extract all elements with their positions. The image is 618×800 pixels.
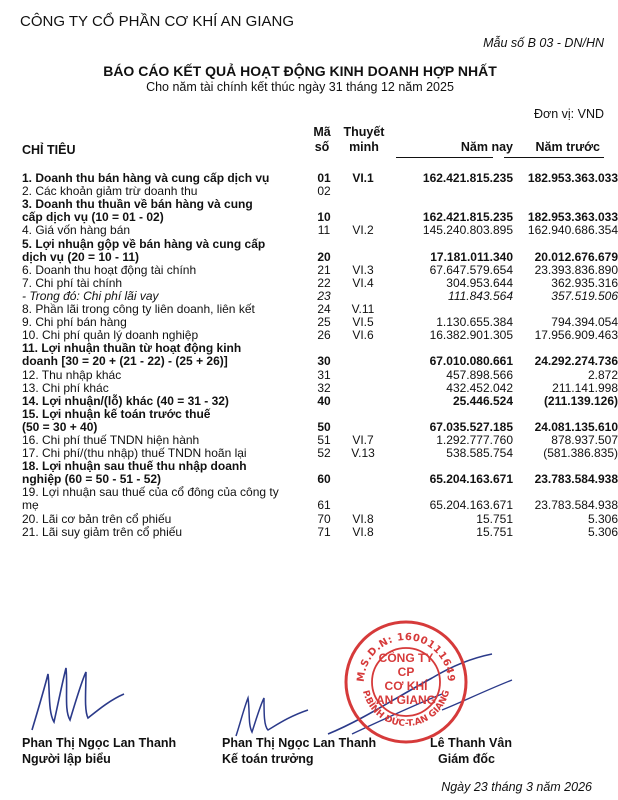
director-role: Giám đốc [438,752,495,766]
row-code: 02 [317,184,331,199]
row-label-line: 16. Chi phí thuế TNDN hiện hành [22,433,200,447]
row-label [22,185,197,198]
table-row [22,393,618,408]
row-value-current: 67.647.579.654 [429,262,513,277]
row-value-current: 17.181.011.340 [430,249,513,264]
row-label-line: dịch vụ (20 = 10 - 11) [22,249,140,264]
row-label-line: 7. Chi phí tài chính [22,275,123,290]
row-value-current: 1.130.655.384 [436,315,513,330]
row-label-line: (50 = 30 + 40) [22,419,98,434]
row-code: 50 [317,419,331,434]
row-value-current: 65.204.163.671 [429,498,513,513]
row-value-previous: 5.306 [587,524,618,539]
row-label [22,290,159,303]
row-label-line: 2. Các khoản giảm trừ doanh thu [22,184,198,199]
row-label [22,264,196,277]
row-label-line: 20. Lãi cơ bản trên cổ phiếu [22,511,172,526]
row-label-line: 12. Thu nhập khác [22,367,122,382]
row-value-previous: (581.386.835) [543,446,618,461]
row-value-previous: 182.953.363.033 [527,171,618,185]
row-label [22,526,182,539]
row-note: V.11 [351,302,375,316]
row-label-line: 14. Lợi nhuận/(lỗ) khác (40 = 31 - 32) [22,393,229,408]
row-label-line: doanh [30 = 20 + (21 - 22) - (25 + 26)] [22,354,228,369]
row-label-line: 17. Chi phí/(thu nhập) thuế TNDN hoãn lại [22,446,247,461]
row-code: 01 [317,171,331,185]
row-value-current: 432.452.042 [446,380,513,395]
row-value-previous: 211.141.998 [552,380,618,395]
row-label-line: 10. Chi phí quản lý doanh nghiệp [22,328,199,343]
table-row [22,459,618,487]
row-code: 51 [317,433,331,447]
row-value-current: 162.421.815.235 [422,171,513,185]
row-label-line: 4. Giá vốn hàng bán [22,223,131,238]
row-value-previous: 17.956.909.463 [534,328,618,343]
row-code: 60 [317,472,331,487]
row-label [22,198,253,224]
seal-line-1: CÔNG TY [378,651,434,665]
col-header-code-line2: số [314,140,330,154]
row-value-current: 145.240.803.895 [422,223,513,238]
company-name: CÔNG TY CỔ PHẦN CƠ KHÍ AN GIANG [20,13,295,30]
table-row [22,341,618,369]
row-note: VI.7 [352,433,374,447]
col-header-previous: Năm trước [535,140,600,154]
row-value-previous: 357.519.506 [551,288,618,303]
table-row [22,524,618,539]
row-label-line: nghiệp (60 = 50 - 51 - 52) [22,472,162,487]
preparer-role: Người lập biểu [22,752,111,766]
header-underline-previous [504,157,604,158]
table-row [22,197,618,225]
row-value-current: 15.751 [476,524,513,539]
table-row [22,275,618,290]
row-code: 26 [317,328,331,343]
row-note: VI.2 [352,223,374,238]
row-label [22,277,122,290]
col-header-note-line1: Thuyết [343,125,385,139]
row-label [22,460,247,486]
row-label [22,513,171,526]
table-row [22,262,618,277]
row-value-previous: 182.953.363.033 [527,210,618,225]
accountant-name: Phan Thị Ngọc Lan Thanh [222,736,377,750]
col-header-code [306,125,338,155]
row-label-line: 13. Chi phí khác [22,380,109,395]
row-value-current: 25.446.524 [452,393,513,408]
signature-preparer [24,660,154,740]
row-label [22,342,241,368]
row-label-line: mẹ [22,498,39,513]
row-label-line: 5. Lợi nhuận gộp về bán hàng và cung cấp [22,236,266,251]
row-code: 32 [317,380,331,395]
col-header-code-line1: Mã [313,125,331,139]
col-header-item: CHỈ TIÊU [22,143,76,157]
row-note: VI.8 [352,524,374,539]
row-label-line: 8. Phần lãi trong công ty liên doanh, liên kết [22,302,255,316]
row-value-current: 162.421.815.235 [422,210,513,225]
row-label [22,408,210,434]
row-label-line: 1. Doanh thu bán hàng và cung cấp dịch vụ [22,171,270,185]
row-label [22,382,109,395]
header-underline-current [396,157,493,158]
col-header-note [336,125,392,155]
table-row [22,511,618,526]
row-value-previous: 794.394.054 [551,315,618,330]
row-value-current: 111.843.564 [448,288,513,303]
preparer-name: Phan Thị Ngọc Lan Thanh [22,736,177,750]
row-value-previous: 23.393.836.890 [534,262,618,277]
row-note: VI.5 [352,315,374,330]
row-code: 52 [317,446,331,461]
row-label [22,238,265,264]
row-label-line: 11. Lợi nhuận thuần từ hoạt động kinh [22,341,242,356]
row-code: 31 [317,367,331,382]
row-code: 61 [317,498,331,513]
row-label-line: 3. Doanh thu thuần về bán hàng và cung [22,197,253,212]
row-note: VI.6 [352,328,374,343]
row-code: 22 [317,275,331,290]
row-value-previous: 5.306 [587,511,618,526]
row-value-current: 16.382.901.305 [429,328,513,343]
row-label-line: - Trong đó: Chi phí lãi vay [22,288,159,303]
row-code: 30 [317,354,331,369]
row-label-line: 19. Lợi nhuận sau thuế của cổ đông của công ty [22,485,279,500]
col-header-note-line2: minh [349,140,379,154]
row-label [22,369,121,382]
row-value-current: 67.035.527.185 [429,419,513,434]
director-name: Lê Thanh Vân [430,736,512,750]
seal-ring-bottom: P.BÌNH ĐỨC-T.AN GIANG [359,689,453,730]
seal-line-3: CƠ KHÍ [384,679,428,693]
row-value-current: 15.751 [476,511,513,526]
row-value-current: 67.010.080.661 [429,354,513,369]
row-value-previous: 24.292.274.736 [534,354,618,369]
row-value-previous: 20.012.676.679 [534,249,618,264]
row-value-previous: 2.872 [587,367,618,382]
row-label [22,316,127,329]
currency-unit: Đơn vị: VND [533,107,604,121]
row-label [22,486,279,512]
row-code: 24 [317,302,331,316]
table-row [22,367,618,382]
row-value-current: 457.898.566 [446,367,513,382]
row-note: VI.1 [352,171,374,185]
row-code: 21 [317,262,331,277]
row-value-previous: 24.081.135.610 [534,419,618,434]
report-subtitle: Cho năm tài chính kết thúc ngày 31 tháng 12 năm 2025 [146,80,454,94]
row-label-line: 18. Lợi nhuận sau thuế thu nhập doanh [22,459,247,474]
row-label [22,395,229,408]
row-label-line: 21. Lãi suy giảm trên cổ phiếu [22,524,183,539]
row-label [22,172,269,185]
row-note: VI.3 [352,262,374,277]
row-code: 11 [317,223,331,238]
row-code: 10 [317,210,331,225]
row-note: V.13 [351,446,375,461]
row-label [22,303,255,316]
company-seal [342,618,470,746]
row-code: 71 [317,524,331,539]
accountant-role: Kế toán trưởng [222,752,314,766]
row-value-previous: (211.139.126) [543,393,618,408]
row-label [22,434,199,447]
table-row [22,236,618,264]
row-value-current: 1.292.777.760 [436,433,513,447]
table-row [22,406,618,434]
table-row [22,223,618,238]
row-value-current: 65.204.163.671 [429,472,513,487]
row-code: 20 [317,249,331,264]
row-value-previous: 162.940.686.354 [527,223,618,238]
report-date: Ngày 23 tháng 3 năm 2026 [441,780,592,794]
seal-line-4: AN GIANG [376,693,436,707]
row-label [22,447,247,460]
row-label-line: cấp dịch vụ (10 = 01 - 02) [22,210,164,225]
table-row [22,380,618,395]
row-value-previous: 878.937.507 [551,433,618,447]
row-code: 23 [317,288,331,303]
row-label [22,329,198,342]
row-code: 70 [317,511,331,526]
row-value-current: 538.585.754 [446,446,513,461]
seal-line-2: CP [397,665,415,679]
seal-ring-top: M.S.D.N: 1600111649 [355,631,457,683]
report-title: BÁO CÁO KẾT QUẢ HOẠT ĐỘNG KINH DOANH HỢP NHẤT [103,63,497,79]
row-note: VI.8 [352,511,374,526]
form-code: Mẫu số B 03 - DN/HN [483,36,604,50]
row-value-current: 304.953.644 [446,275,513,290]
row-code: 40 [317,393,331,408]
row-value-previous: 23.783.584.938 [534,472,618,487]
row-value-previous: 23.783.584.938 [534,498,618,513]
row-label [22,224,130,237]
table-row [22,485,618,513]
col-header-current: Năm nay [460,140,513,154]
row-label-line: 15. Lợi nhuận kế toán trước thuế [22,406,211,421]
signature-accountant [230,690,330,740]
row-value-previous: 362.935.316 [551,275,618,290]
row-label-line: 6. Doanh thu hoạt động tài chính [22,262,197,277]
row-label-line: 9. Chi phí bán hàng [22,315,127,330]
row-note: VI.4 [352,275,374,290]
row-code: 25 [317,315,331,330]
